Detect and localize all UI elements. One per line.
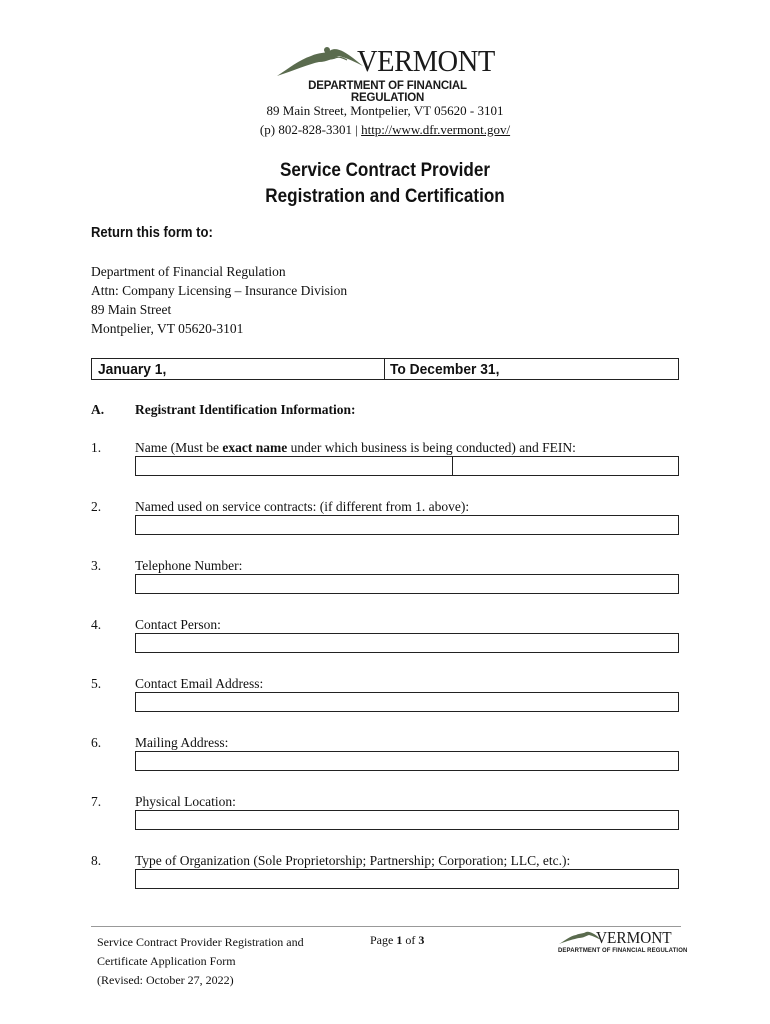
question-label: Name (Must be exact name under which business is being conducted) and FEIN:: [135, 440, 576, 455]
registration-period-box: [91, 358, 679, 380]
return-line: 89 Main Street: [91, 302, 172, 317]
phone-text: (p) 802-828-3301 |: [259, 122, 362, 137]
contact-line: [0, 122, 770, 138]
question-label: Contact Email Address:: [135, 676, 264, 691]
return-heading: Return this form to:: [91, 225, 213, 241]
website-link[interactable]: http://www.dfr.vermont.gov/: [361, 122, 511, 137]
address-line: 89 Main Street, Montpelier, VT 05620 - 3101: [266, 103, 504, 118]
contact-person-input[interactable]: [135, 633, 679, 653]
question-number: 3.: [91, 558, 102, 573]
business-name-input[interactable]: [136, 457, 452, 475]
period-end-label: To December 31,: [390, 361, 500, 378]
period-start-label: January 1,: [98, 361, 167, 378]
section-letter: A.: [91, 402, 105, 417]
return-line: Montpelier, VT 05620-3101: [91, 321, 244, 336]
question-number: 8.: [91, 853, 102, 868]
question-label: Contact Person:: [135, 617, 221, 632]
form-title-line2: Registration and Certification: [265, 186, 505, 207]
logo-department: DEPARTMENT OF FINANCIAL REGULATION: [308, 80, 467, 104]
question-label: Named used on service contracts: (if different from 1. above):: [135, 499, 470, 514]
question-label: Telephone Number:: [135, 558, 243, 573]
name-fein-field: [135, 456, 679, 476]
footer-logo: [558, 928, 688, 958]
fein-input[interactable]: [453, 457, 678, 475]
footer-line: Certificate Application Form: [97, 954, 236, 968]
footer-divider: [91, 926, 681, 927]
organization-type-input[interactable]: [135, 869, 679, 889]
question-number: 7.: [91, 794, 102, 809]
footer-logo-wordmark: VERMONT: [596, 928, 672, 947]
mailing-address-input[interactable]: [135, 751, 679, 771]
logo-wordmark: VERMONT: [357, 43, 495, 78]
mountain-logo-icon: [275, 46, 365, 80]
exact-name-emphasis: exact name: [222, 440, 288, 455]
period-divider: [384, 359, 385, 379]
question-label: Type of Organization (Sole Proprietorship; Partnership; Corporation; LLC, etc.):: [135, 853, 571, 868]
footer-form-info: [97, 933, 304, 990]
page-number: Page 1 of 3: [370, 933, 425, 947]
form-title-line1: Service Contract Provider: [279, 160, 491, 181]
contact-email-input[interactable]: [135, 692, 679, 712]
question-number: 4.: [91, 617, 102, 632]
question-number: 1.: [91, 440, 102, 455]
question-number: 5.: [91, 676, 102, 691]
question-number: 6.: [91, 735, 102, 750]
return-line: Department of Financial Regulation: [91, 264, 286, 279]
question-label: Physical Location:: [135, 794, 236, 809]
section-heading: Registrant Identification Information:: [135, 402, 356, 417]
question-number: 2.: [91, 499, 102, 514]
question-label: Mailing Address:: [135, 735, 229, 750]
footer-line: Service Contract Provider Registration and: [97, 935, 304, 949]
physical-location-input[interactable]: [135, 810, 679, 830]
footer-line: (Revised: October 27, 2022): [97, 973, 234, 987]
contract-name-input[interactable]: [135, 515, 679, 535]
return-line: Attn: Company Licensing – Insurance Division: [91, 283, 348, 298]
telephone-input[interactable]: [135, 574, 679, 594]
dfr-logo: [275, 43, 500, 104]
footer-logo-department: DEPARTMENT OF FINANCIAL REGULATION: [558, 948, 688, 954]
